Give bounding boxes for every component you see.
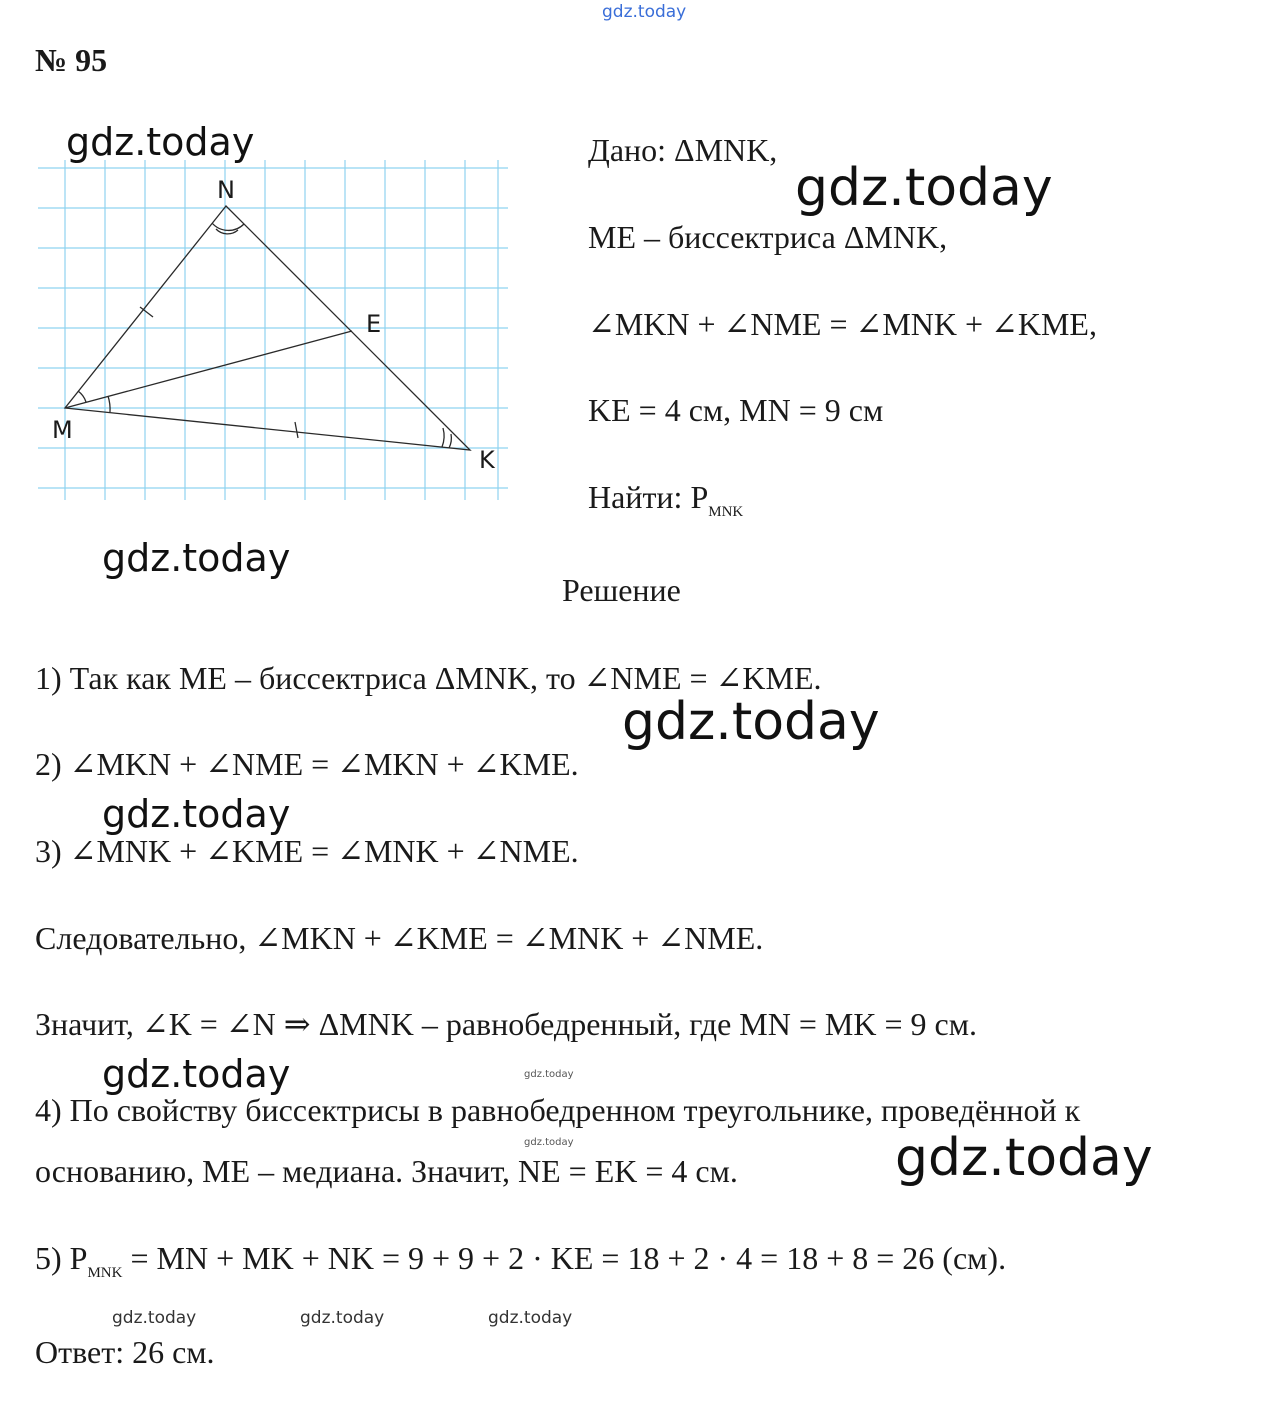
- solution-step-4-line-2: основанию, ME – медиана. Значит, NE = EK = 4 см.: [35, 1153, 738, 1189]
- label-m: M: [52, 416, 73, 444]
- angle-arc-k2: [449, 434, 451, 448]
- watermark-step4-right: gdz.today: [895, 1128, 1153, 1188]
- tick-mk: [295, 422, 298, 438]
- find-subscript: MNK: [708, 504, 744, 520]
- given-line-3: ∠MKN + ∠NME = ∠MNK + ∠KME,: [588, 306, 1097, 342]
- problem-number: № 95: [35, 42, 108, 78]
- solution-heading: Решение: [562, 572, 681, 608]
- grid: [38, 160, 508, 500]
- watermark-figure-bottom: gdz.today: [102, 536, 291, 580]
- watermark-small-2: gdz.today: [300, 1308, 385, 1328]
- solution-step-2: 2) ∠MKN + ∠NME = ∠MKN + ∠KME.: [35, 746, 579, 782]
- solution-step-4-line-1: 4) По свойству биссектрисы в равнобедренном треугольнике, проведённой к: [35, 1092, 1081, 1128]
- angle-arc-k1: [442, 428, 444, 447]
- watermark-top: gdz.today: [602, 2, 687, 22]
- step-5-rest: = MN + MK + NK = 9 + 9 + 2 · KE = 18 + 2 · 4 = 18 + 8 = 26 (см).: [122, 1240, 1007, 1276]
- watermark-given: gdz.today: [795, 158, 1053, 218]
- angle-arc-m2: [108, 396, 110, 412]
- given-line-1: Дано: ΔMNK,: [588, 132, 778, 168]
- watermark-step3: gdz.today: [102, 792, 291, 836]
- label-k: K: [479, 446, 495, 474]
- angle-arc-m1: [78, 391, 86, 402]
- watermark-small-3: gdz.today: [488, 1308, 573, 1328]
- answer: Ответ: 26 см.: [35, 1334, 215, 1370]
- solution-step-5: [35, 1240, 1006, 1282]
- watermark-small-1: gdz.today: [112, 1308, 197, 1328]
- watermark-step4: gdz.today: [102, 1052, 291, 1096]
- label-e: E: [366, 310, 382, 338]
- solution-step-1: 1) Так как ME – биссектриса ΔMNK, то ∠NME = ∠KME.: [35, 660, 822, 696]
- given-line-4: KE = 4 см, MN = 9 см: [588, 392, 884, 428]
- watermark-figure-top: gdz.today: [66, 120, 255, 164]
- watermark-tiny-1: gdz.today: [524, 1069, 574, 1080]
- triangle-figure: [30, 160, 520, 510]
- given-line-2: ME – биссектриса ΔMNK,: [588, 219, 948, 255]
- solution-consequently: Следовательно, ∠MKN + ∠KME = ∠MNK + ∠NME.: [35, 920, 764, 956]
- find-label: Найти: P: [588, 479, 709, 515]
- solution-hence: Значит, ∠K = ∠N ⇒ ΔMNK – равнобедренный, где MN = MK = 9 см.: [35, 1006, 977, 1042]
- solution-step-3: 3) ∠MNK + ∠KME = ∠MNK + ∠NME.: [35, 833, 579, 869]
- label-n: N: [217, 176, 235, 204]
- find-line: [588, 479, 743, 521]
- watermark-tiny-2: gdz.today: [524, 1137, 574, 1148]
- step-5-prefix: 5) P: [35, 1240, 88, 1276]
- watermark-step1: gdz.today: [622, 692, 880, 752]
- step-5-subscript: MNK: [87, 1265, 123, 1281]
